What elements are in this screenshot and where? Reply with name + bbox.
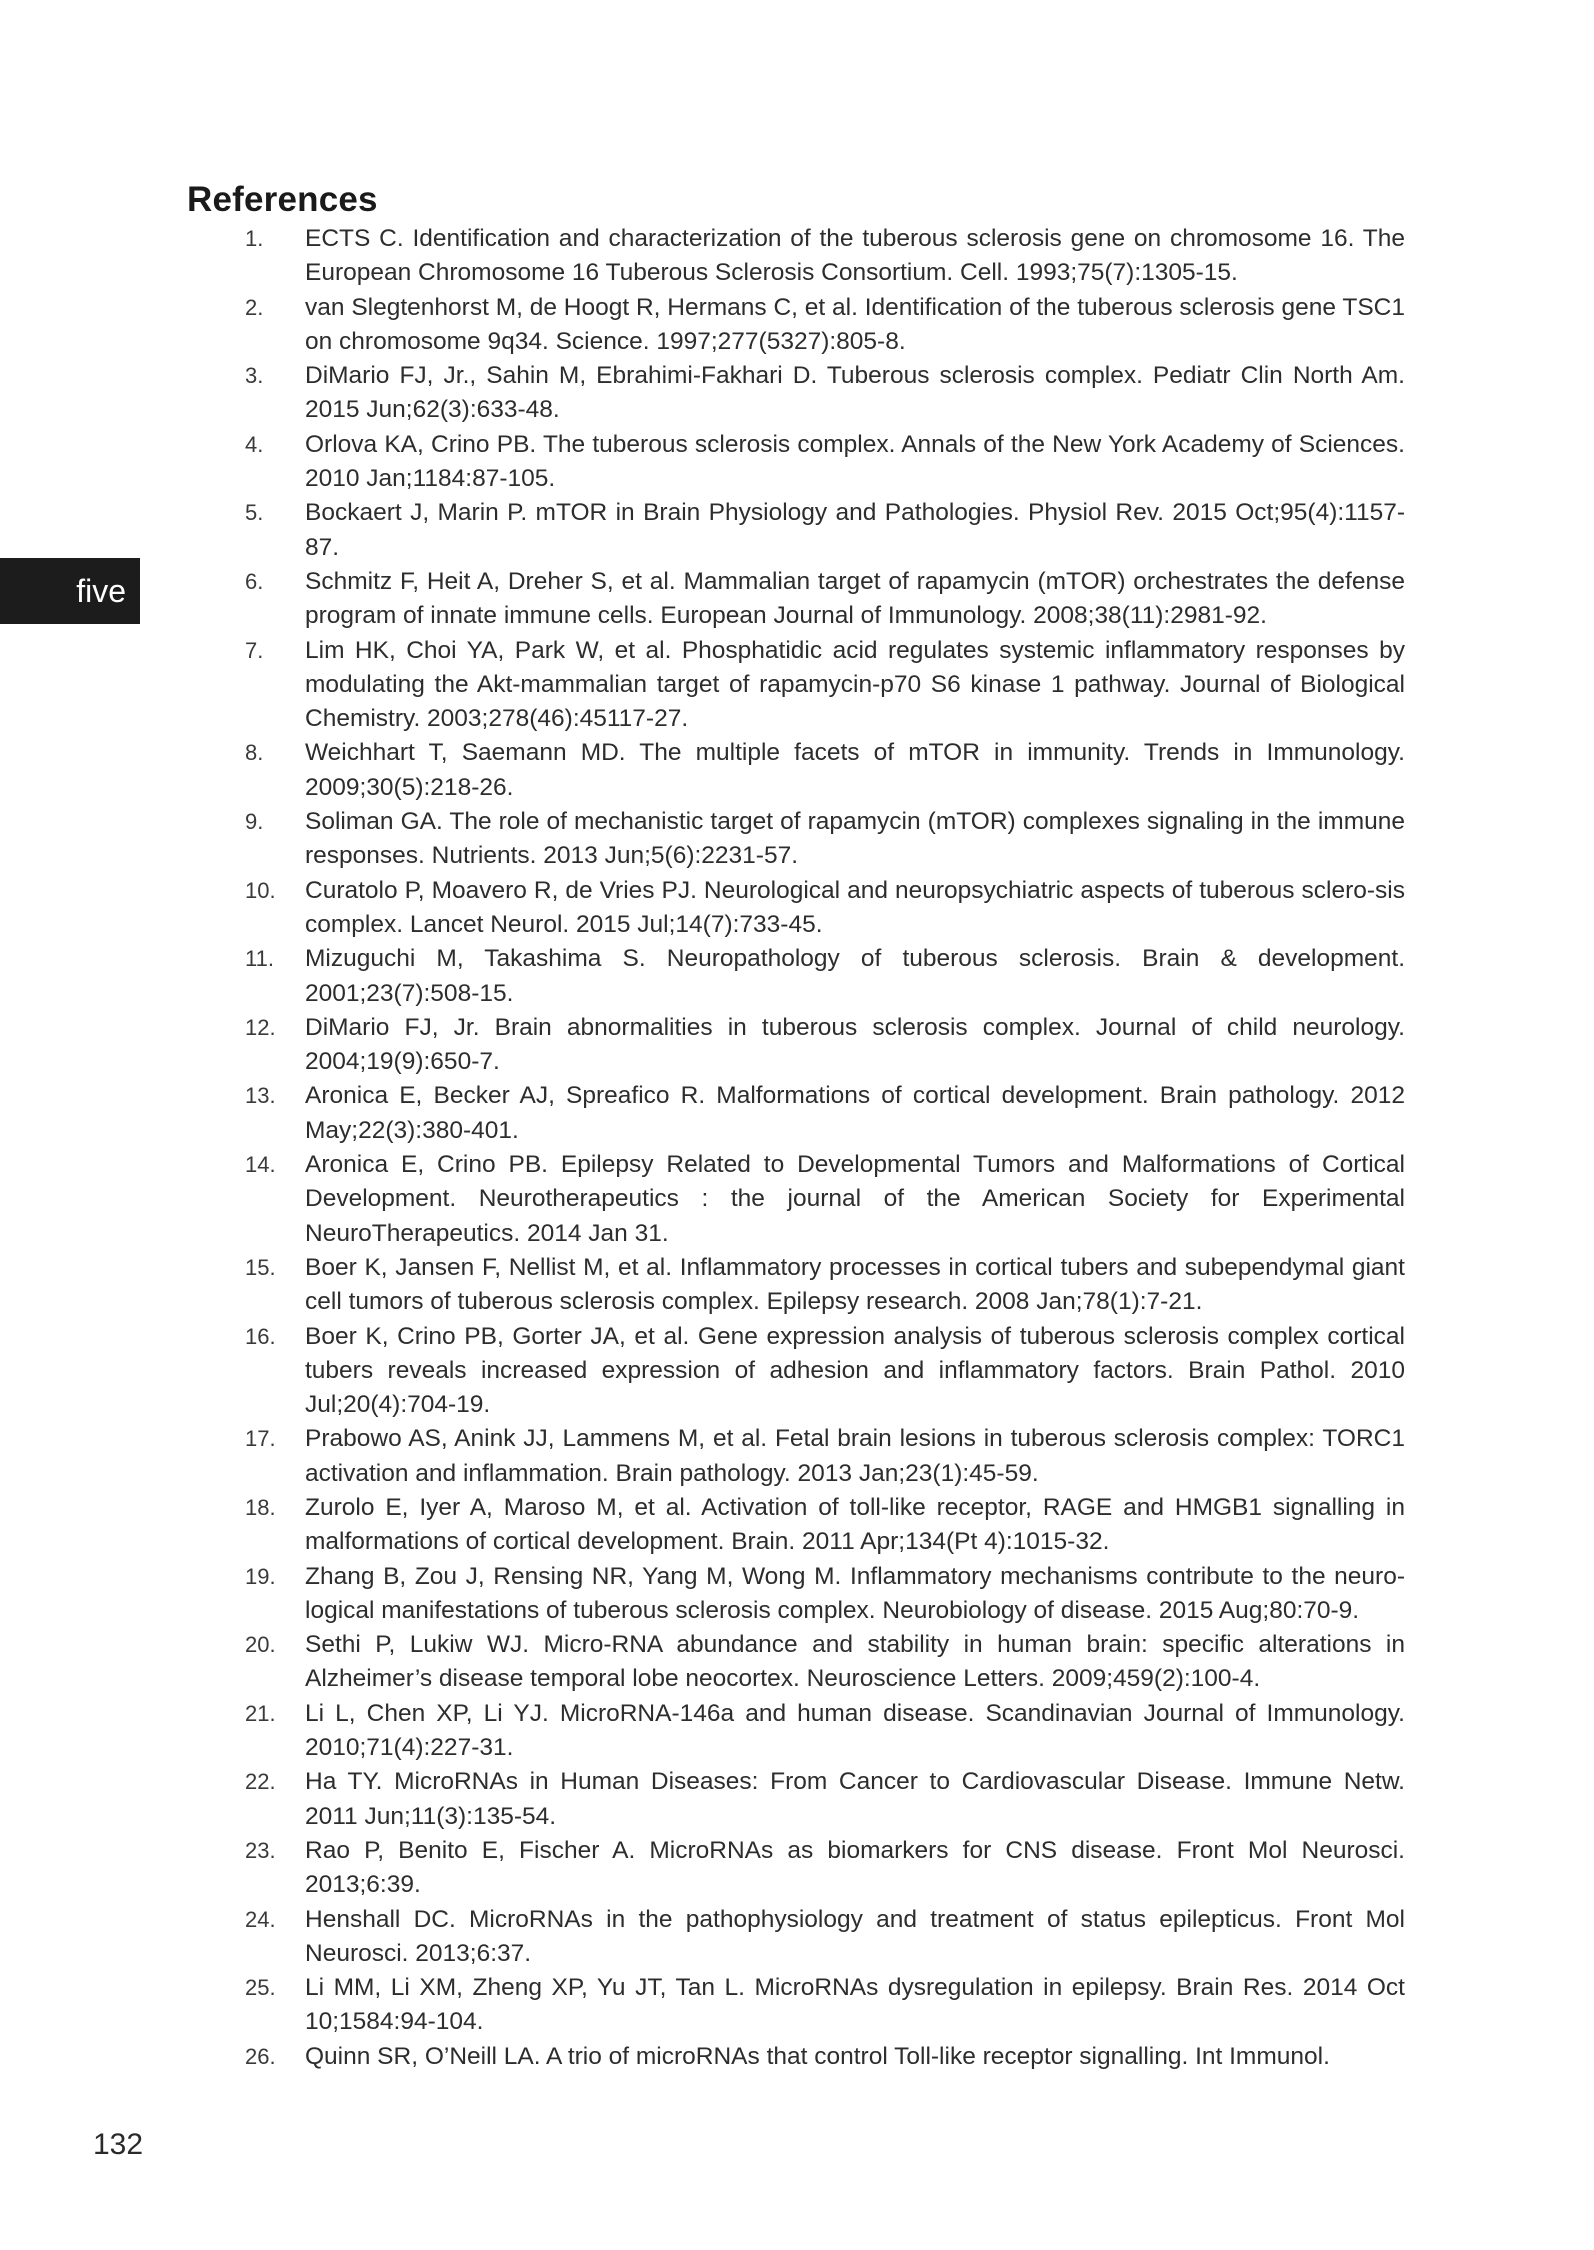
reference-item (245, 2040, 1405, 2074)
reference-text: DiMario FJ, Jr., Sahin M, Ebrahimi-Fakhari D. Tuberous sclerosis complex. Pediatr Clin North Am. 2015 Jun;62(3):633-48. (305, 362, 1405, 424)
reference-item (245, 1903, 1405, 1972)
reference-item (245, 1251, 1405, 1320)
reference-number: 17. (245, 1426, 276, 1452)
reference-number: 10. (245, 877, 276, 903)
reference-item (245, 222, 1405, 291)
reference-item (245, 736, 1405, 805)
reference-item (245, 1148, 1405, 1251)
reference-text: Lim HK, Choi YA, Park W, et al. Phosphatidic acid regulates systemic inflammatory responses by modulating the Akt-mammalian target of rapamycin-p70 S6 kinase 1 pathway. Journal of Biological Chemistry. 2003;278(46):45117-27. (305, 636, 1405, 733)
reference-item (245, 634, 1405, 737)
reference-number: 9. (245, 809, 264, 835)
reference-item (245, 496, 1405, 565)
reference-number: 25. (245, 1975, 276, 2001)
reference-text: Aronica E, Crino PB. Epilepsy Related to Developmental Tumors and Malformations of Cortical Development. Neurotherapeutics : the journal of the American Society for Experimental NeuroTherapeutics. 2014 Jan 31. (305, 1151, 1405, 1247)
page-number: 132 (93, 2128, 144, 2161)
reference-text: Mizuguchi M, Takashima S. Neuropathology of tuberous sclerosis. Brain & development. 2001;23(7):508-15. (305, 945, 1405, 1007)
reference-number: 5. (245, 500, 264, 526)
reference-number: 8. (245, 740, 264, 766)
reference-text: Aronica E, Becker AJ, Spreafico R. Malformations of cortical development. Brain pathology. 2012 May;22(3):380-401. (305, 1082, 1405, 1144)
reference-number: 23. (245, 1837, 276, 1863)
reference-item (245, 291, 1405, 360)
reference-number: 18. (245, 1494, 276, 1520)
reference-item (245, 1491, 1405, 1560)
reference-text: Henshall DC. MicroRNAs in the pathophysiology and treatment of status epilepticus. Front Mol Neurosci. 2013;6:37. (305, 1905, 1405, 1967)
references-list (245, 222, 1405, 2074)
reference-text: Schmitz F, Heit A, Dreher S, et al. Mammalian target of rapamycin (mTOR) orchestrates the defense program of innate immune cells. European Journal of Immunology. 2008;38(11):2981-92. (305, 567, 1405, 630)
reference-item (245, 1079, 1405, 1148)
reference-text: Quinn SR, O’Neill LA. A trio of microRNAs that control Toll-like receptor signalling. Int Immunol. (305, 2042, 1330, 2070)
reference-item (245, 1560, 1405, 1629)
reference-item (245, 805, 1405, 874)
reference-item (245, 1834, 1405, 1903)
reference-number: 2. (245, 294, 264, 320)
reference-text: Li MM, Li XM, Zheng XP, Yu JT, Tan L. MicroRNAs dysregulation in epilepsy. Brain Res. 2014 Oct 10;1584:94-104. (305, 1974, 1405, 2036)
reference-text: Zhang B, Zou J, Rensing NR, Yang M, Wong M. Inflammatory mechanisms contribute to the neuro-logical manifestations of tuberous sclerosis complex. Neurobiology of disease. 2015 Aug;80:70-9. (305, 1562, 1405, 1624)
reference-item (245, 359, 1405, 428)
reference-item (245, 1971, 1405, 2040)
reference-item (245, 942, 1405, 1011)
reference-text: Bockaert J, Marin P. mTOR in Brain Physiology and Pathologies. Physiol Rev. 2015 Oct;95(4):1157-87. (305, 499, 1405, 561)
reference-number: 24. (245, 1906, 276, 1932)
reference-number: 4. (245, 431, 264, 457)
reference-number: 1. (245, 226, 264, 251)
reference-item (245, 1320, 1405, 1423)
reference-text: Prabowo AS, Anink JJ, Lammens M, et al. Fetal brain lesions in tuberous sclerosis complex: TORC1 activation and inflammation. Brain pathology. 2013 Jan;23(1):45-59. (305, 1425, 1405, 1487)
reference-text: Rao P, Benito E, Fischer A. MicroRNAs as biomarkers for CNS disease. Front Mol Neurosci. 2013;6:39. (305, 1836, 1405, 1899)
reference-number: 3. (245, 363, 264, 389)
references-heading: References (187, 180, 378, 219)
reference-text: ECTS C. Identification and characterization of the tuberous sclerosis gene on chromosome 16. The European Chromosome 16 Tuberous Sclerosis Consortium. Cell. 1993;75(7):1305-15. (305, 225, 1405, 287)
reference-text: Orlova KA, Crino PB. The tuberous sclerosis complex. Annals of the New York Academy of Sciences. 2010 Jan;1184:87-105. (305, 430, 1405, 493)
reference-item (245, 1765, 1405, 1834)
reference-number: 11. (245, 946, 274, 972)
reference-item (245, 1011, 1405, 1080)
reference-number: 14. (245, 1152, 276, 1178)
reference-item (245, 428, 1405, 497)
reference-number: 6. (245, 568, 264, 594)
reference-text: Curatolo P, Moavero R, de Vries PJ. Neurological and neuropsychiatric aspects of tuberous sclero-sis complex. Lancet Neurol. 2015 Jul;14(7):733-45. (305, 876, 1405, 938)
reference-number: 19. (245, 1563, 276, 1589)
reference-text: Weichhart T, Saemann MD. The multiple facets of mTOR in immunity. Trends in Immunology. 2009;30(5):218-26. (305, 739, 1405, 801)
reference-text: Zurolo E, Iyer A, Maroso M, et al. Activation of toll-like receptor, RAGE and HMGB1 signalling in malformations of cortical development. Brain. 2011 Apr;134(Pt 4):1015-32. (305, 1493, 1405, 1556)
reference-item (245, 1697, 1405, 1766)
reference-item (245, 874, 1405, 943)
reference-number: 16. (245, 1323, 276, 1349)
reference-text: Soliman GA. The role of mechanistic target of rapamycin (mTOR) complexes signaling in the immune responses. Nutrients. 2013 Jun;5(6):2231-57. (305, 808, 1405, 870)
reference-number: 12. (245, 1014, 276, 1040)
reference-number: 20. (245, 1632, 276, 1658)
reference-number: 15. (245, 1254, 276, 1280)
chapter-tab: five (0, 558, 140, 624)
reference-item (245, 1628, 1405, 1697)
reference-text: Ha TY. MicroRNAs in Human Diseases: From Cancer to Cardiovascular Disease. Immune Netw. 2011 Jun;11(3):135-54. (305, 1768, 1405, 1830)
reference-text: Sethi P, Lukiw WJ. Micro-RNA abundance and stability in human brain: specific alterations in Alzheimer’s disease temporal lobe neocortex. Neuroscience Letters. 2009;459(2):100-4. (305, 1631, 1405, 1693)
reference-number: 13. (245, 1083, 276, 1109)
reference-text: Li L, Chen XP, Li YJ. MicroRNA-146a and human disease. Scandinavian Journal of Immunology. 2010;71(4):227-31. (305, 1699, 1405, 1762)
reference-text: van Slegtenhorst M, de Hoogt R, Hermans C, et al. Identification of the tuberous sclerosis gene TSC1 on chromosome 9q34. Science. 1997;277(5327):805-8. (305, 293, 1405, 355)
reference-number: 22. (245, 1769, 276, 1795)
reference-item (245, 565, 1405, 634)
reference-text: Boer K, Crino PB, Gorter JA, et al. Gene expression analysis of tuberous sclerosis complex cortical tubers reveals increased expression of adhesion and inflammatory factors. Brain Pathol. 2010 Jul;20(4):704-19. (305, 1322, 1405, 1419)
reference-number: 21. (245, 1700, 276, 1726)
reference-number: 26. (245, 2043, 276, 2069)
reference-text: Boer K, Jansen F, Nellist M, et al. Inflammatory processes in cortical tubers and subependymal giant cell tumors of tuberous sclerosis complex. Epilepsy research. 2008 Jan;78(1):7-21. (305, 1253, 1405, 1316)
reference-item (245, 1422, 1405, 1491)
reference-number: 7. (245, 637, 264, 663)
reference-text: DiMario FJ, Jr. Brain abnormalities in tuberous sclerosis complex. Journal of child neurology. 2004;19(9):650-7. (305, 1013, 1405, 1076)
